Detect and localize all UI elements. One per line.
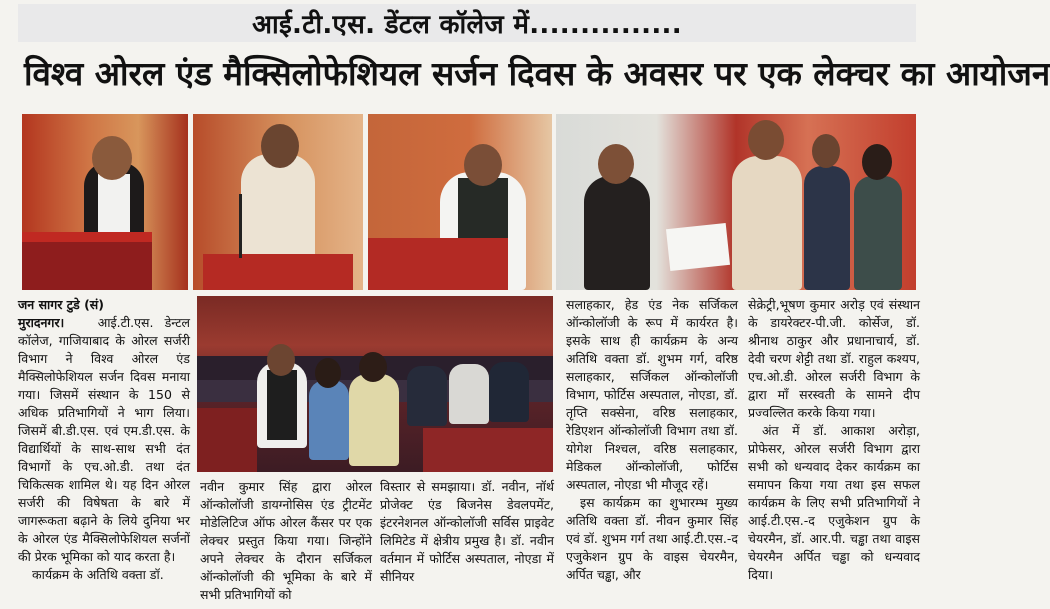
photo-certificate-presentation [556,114,916,290]
dateline: मुरादनगर। [18,315,65,330]
article-column-3 [380,478,554,586]
byline: जन सागर टुडे (सं) [18,297,104,312]
paragraph: सेक्रेट्री,भूषण कुमार अरोड़ एवं संस्थान के डायरेक्टर-पी.जी. कोर्सेज, डॉ. श्रीनाथ ठाकुर और प्रधानाचार्य, डॉ. देवी चरण शेट्टी तथा डॉ. राहुल कश्यप, एच.ओ.डी. ओरल सर्जरी विभाग के द्वारा माँ सरस्वती के सामने दीप प्रज्वल्लित करके किया गया। [748,297,920,420]
photo-speaker-podium-1 [22,114,188,290]
headline: विश्व ओरल एंड मैक्सिलोफेशियल सर्जन दिवस के अवसर पर एक लेक्चर का आयोजन [24,54,1050,93]
paragraph: अंत में डॉ. आकाश अरोड़ा, प्रोफेसर, ओरल सर्जरी विभाग द्वारा सभी को धन्यवाद देकर कार्यक्रम का समापन किया गया तथा इस सफल कार्यक्रम के लिए सभी प्रतिभागियों ने आई.टी.एस.-द एजुकेशन ग्रुप के चेयरमैन, डॉ. आर.पी. चड्ढा तथा वाइस चेयरमैन अर्पित चड्ढा को धन्यवाद दिया। [748,423,920,582]
paragraph: विस्तार से समझाया। डॉ. नवीन, नॉर्थ प्रोजेक्ट एंड बिजनेस डेवलपमेंट, इंटरनेशनल ऑन्कोलॉजी सर्विस प्राइवेट लिमिटेड में क्षेत्रीय प्रमुख है। डॉ. नवीन वर्तमान में फोर्टिस अस्पताल, नोएडा में सीनियर [380,479,554,584]
paragraph: आई.टी.एस. डेन्टल कॉलेज, गाजियाबाद के ओरल सर्जरी विभाग ने विश्व ओरल एंड मैक्सिलोफेशियल सर्जन दिवस मनाया गया। जिसमें संस्थान के 150 से अधिक प्रतिभागियों ने भाग लिया। जिसमें बी.डी.एस. एवं एम.डी.एस. के विद्यार्थियों के साथ-साथ सभी दंत विभागों के एच.ओ.डी. तथा दंत चिकित्सक शामिल थे। यह दिन ओरल सर्जरी की विषेषता के बारे में जागरूकता बढ़ाने के लिये दुनिया भर के ओरल एंड मैक्सिलोफेशियल सर्जनों की प्रेरक भूमिका को याद करता है। [18,315,190,564]
article-column-5 [748,296,920,584]
paragraph: सलाहकार, हेड एंड नेक सर्जिकल ऑन्कोलॉजी के रूप में कार्यरत है। इसके साथ ही कार्यक्रम के अन्य अतिथि वक्ता डॉ. शुभम गर्ग, वरिष्ठ सलाहकार, सर्जिकल ऑन्कोलॉजी विभाग, फोर्टिस अस्पताल, नोएडा, डॉ. तृप्ति सक्सेना, वरिष्ठ सलाहकार, रेडिएशन ऑन्कोलॉजी विभाग तथा डॉ. योगेश निश्चल, वरिष्ठ सलाहकार, मेडिकल ऑन्कोलॉजी, फोर्टिस अस्पताल, नोएडा भी मौजूद रहें। [566,297,738,492]
paragraph: इस कार्यक्रम का शुभारम्भ मुख्य अतिथि वक्ता डॉ. नीवन कुमार सिंह एवं डॉ. शुभम गर्ग तथा आई.टी.एस.-द एजुकेशन ग्रुप के वाइस चेयरमैन, अर्पित चड्ढा, और [566,495,738,582]
article-column-2 [200,478,372,604]
article-column-1 [18,296,190,584]
photo-speaker-podium-2 [193,114,363,290]
paragraph: नवीन कुमार सिंह द्वारा ओरल ऑन्कोलॉजी डायग्नोसिस एंड ट्रीटमेंट मोडेलिटिज ऑफ ओरल कैंसर पर एक लेक्चर प्रस्तुत किया गया। जिन्होंने अपने लेक्चर के दौरान सर्जिकल ऑन्कोलॉजी की भूमिका के बारे में सभी प्रतिभागियों को [200,479,372,602]
photo-speaker-podium-3 [368,114,552,290]
article-column-4 [566,296,738,584]
photo-audience [197,296,553,472]
kicker-banner: आई.टी.एस. डेंटल कॉलेज में............... [18,4,916,42]
paragraph: कार्यक्रम के अतिथि वक्ता डॉ. [32,567,164,582]
